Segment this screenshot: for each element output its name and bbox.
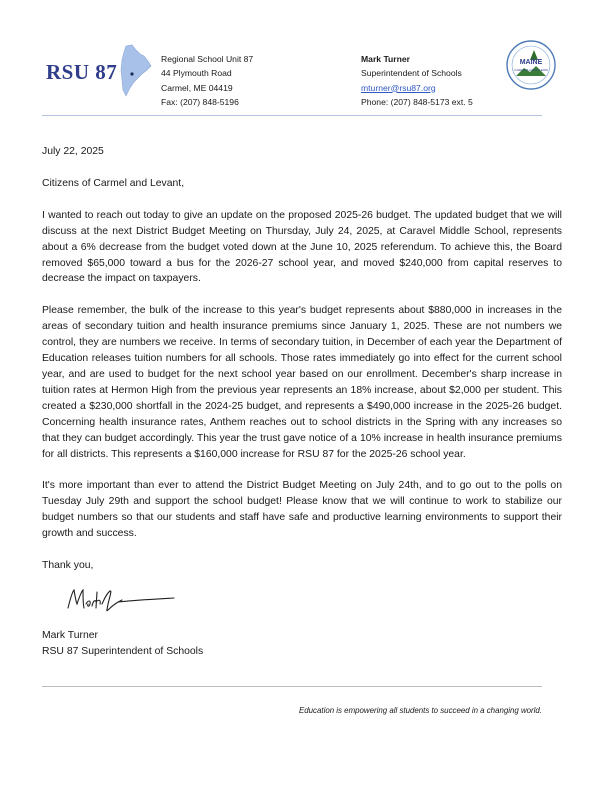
maine-map-icon	[118, 44, 152, 98]
letter-paragraph-3: It's more important than ever to attend the District Budget Meeting on July 24th, and to go out to the polls on Tuesday July 29th and support the school budget! Please know that we will continue to work to stabilize our budget numbers so that our students and staff have safe and productive learning environments to support their growth and success.	[42, 480, 562, 540]
district-logo-text: RSU 87	[46, 60, 118, 84]
letter-paragraph-2: Please remember, the bulk of the increase to this year's budget represents about $880,000 in increases in the areas of secondary tuition and health insurance premiums since January 1, 2025. These are not numbers we control, they are numbers we receive. In terms of secondary tuition, in December of each year the Department of Education releases tuition numbers for all schools. Those rates immediately go into effect for the current school year, and are used to budget for the next school year based on our enrollment. December's sharp increase in tuition rates at Hermon High from the previous year represents an 18% increase, about $2,000 per student. This created a $230,000 shortfall in the 2024-25 budget, and represents a $490,000 increase in the 2025-26 budget. Concerning health insurance rates, Anthem reaches out to school districts in the Spring with any increases so that they can budget accordingly. This year the trust gave notice of a 10% increase in health insurance premiums for all districts. This represents a $160,000 increase for RSU 87 for the 2025-26 school year.	[42, 305, 562, 460]
letter-closing: Thank you,	[42, 560, 94, 572]
district-address-block	[161, 52, 253, 109]
signer-block	[42, 628, 562, 660]
superintendent-name: Mark Turner	[361, 54, 411, 64]
superintendent-contact-block	[361, 52, 473, 109]
header-divider	[42, 115, 542, 116]
maine-seal-badge	[506, 40, 556, 90]
handwritten-signature	[66, 582, 176, 618]
seal-center-top: MAINE	[519, 59, 543, 66]
seal-center-bottom: A GREAT PLACE TO LEARN	[514, 69, 548, 72]
letter-paragraph-1: I wanted to reach out today to give an update on the proposed 2025-26 budget. The updated budget that we will discuss at the next District Budget Meeting on Thursday, July 24, 2025, at Caravel Middle School, represents about a 6% decrease from the budget voted down at the June 10, 2025 referendum. To achieve this, the Board removed $65,000 toward a bus for the 2026-27 school year, and moved $240,000 from capital reserves to decrease the impact on taxpayers.	[42, 209, 562, 285]
district-city: Carmel, ME 04419	[161, 82, 233, 93]
superintendent-email-link[interactable]: mturner@rsu87.org	[361, 82, 436, 93]
signer-name: Mark Turner	[42, 629, 99, 641]
district-street: 44 Plymouth Road	[161, 68, 232, 79]
letterhead	[0, 0, 612, 120]
letter-salutation: Citizens of Carmel and Levant,	[42, 177, 185, 189]
district-fax: Fax: (207) 848-5196	[161, 96, 239, 107]
footer-divider	[42, 686, 542, 687]
letter-date: July 22, 2025	[42, 146, 104, 157]
superintendent-phone: Phone: (207) 848-5173 ext. 5	[361, 96, 473, 107]
letter-body	[42, 144, 562, 660]
superintendent-title: Superintendent of Schools	[361, 68, 462, 79]
signer-title: RSU 87 Superintendent of Schools	[42, 645, 204, 657]
district-org-name: Regional School Unit 87	[161, 54, 254, 64]
footer-motto: Education is empowering all students to succeed in a changing world.	[299, 706, 542, 715]
